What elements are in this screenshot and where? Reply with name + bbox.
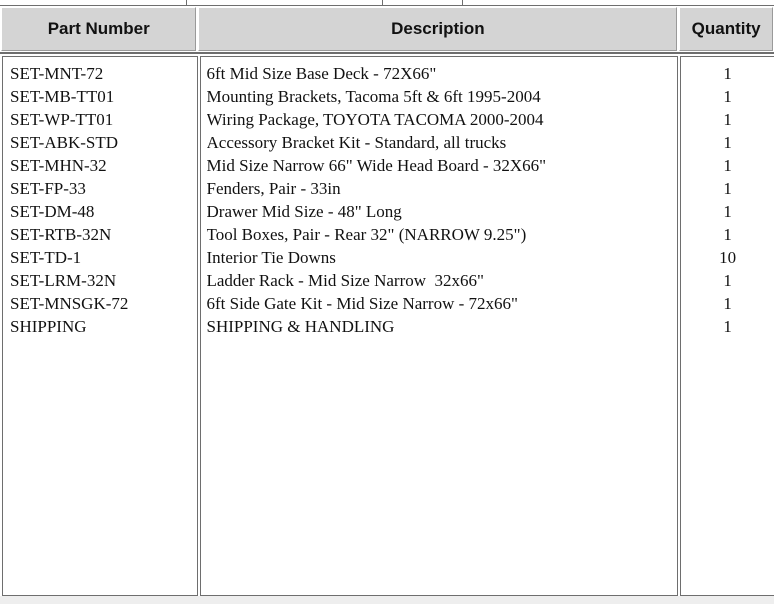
quantity-cell: 1: [723, 110, 732, 129]
part-number-cell: SET-TD-1: [10, 248, 82, 267]
part-number-cell: SET-RTB-32N: [10, 225, 112, 244]
table-body: [0, 56, 774, 596]
description-column: [200, 56, 679, 596]
part-number-cell: SET-LRM-32N: [10, 271, 117, 290]
description-cell: Tool Boxes, Pair - Rear 32" (NARROW 9.25"): [206, 225, 527, 244]
quantity-cell: 1: [723, 202, 732, 221]
description-cell: Accessory Bracket Kit - Standard, all trucks: [206, 133, 507, 152]
quantity-cell: 1: [723, 271, 732, 290]
quantity-column: [680, 56, 774, 596]
description-cell: Fenders, Pair - 33in: [206, 179, 341, 198]
description-cell: SHIPPING & HANDLING: [206, 317, 395, 336]
quantity-cell: 1: [723, 317, 732, 336]
bottom-edge: [0, 596, 774, 604]
part-number-cell: SHIPPING: [10, 317, 87, 336]
quantity-cell: 1: [723, 156, 732, 175]
part-number-cell: SET-DM-48: [10, 202, 95, 221]
table-header: [0, 6, 774, 54]
header-quantity: Quantity: [679, 7, 773, 51]
header-description: Description: [198, 7, 677, 51]
quantity-cell: 1: [723, 294, 732, 313]
description-cell: 6ft Mid Size Base Deck - 72X66": [206, 64, 437, 83]
description-cell: Mid Size Narrow 66" Wide Head Board - 32X66": [206, 156, 547, 175]
quantity-cell: 1: [723, 179, 732, 198]
quantity-cell: 10: [719, 248, 737, 267]
description-cell: Drawer Mid Size - 48" Long: [206, 202, 402, 221]
part-number-cell: SET-FP-33: [10, 179, 86, 198]
quantity-cell: 1: [723, 64, 732, 83]
quantity-cell: 1: [723, 225, 732, 244]
quantity-cell: 1: [723, 133, 732, 152]
description-cell: Ladder Rack - Mid Size Narrow 32x66": [206, 271, 484, 290]
description-cell: Mounting Brackets, Tacoma 5ft & 6ft 1995-2004: [206, 87, 541, 106]
part-number-cell: SET-MHN-32: [10, 156, 107, 175]
part-number-cell: SET-MNSGK-72: [10, 294, 129, 313]
description-cell: Wiring Package, TOYOTA TACOMA 2000-2004: [206, 110, 544, 129]
part-number-column: [2, 56, 198, 596]
quantity-cell: 1: [723, 87, 732, 106]
header-part-number: Part Number: [1, 7, 196, 51]
part-number-cell: SET-WP-TT01: [10, 110, 114, 129]
description-cell: 6ft Side Gate Kit - Mid Size Narrow - 72x66": [206, 294, 518, 313]
part-number-cell: SET-ABK-STD: [10, 133, 118, 152]
description-cell: Interior Tie Downs: [206, 248, 336, 267]
part-number-cell: SET-MNT-72: [10, 64, 104, 83]
part-number-cell: SET-MB-TT01: [10, 87, 115, 106]
